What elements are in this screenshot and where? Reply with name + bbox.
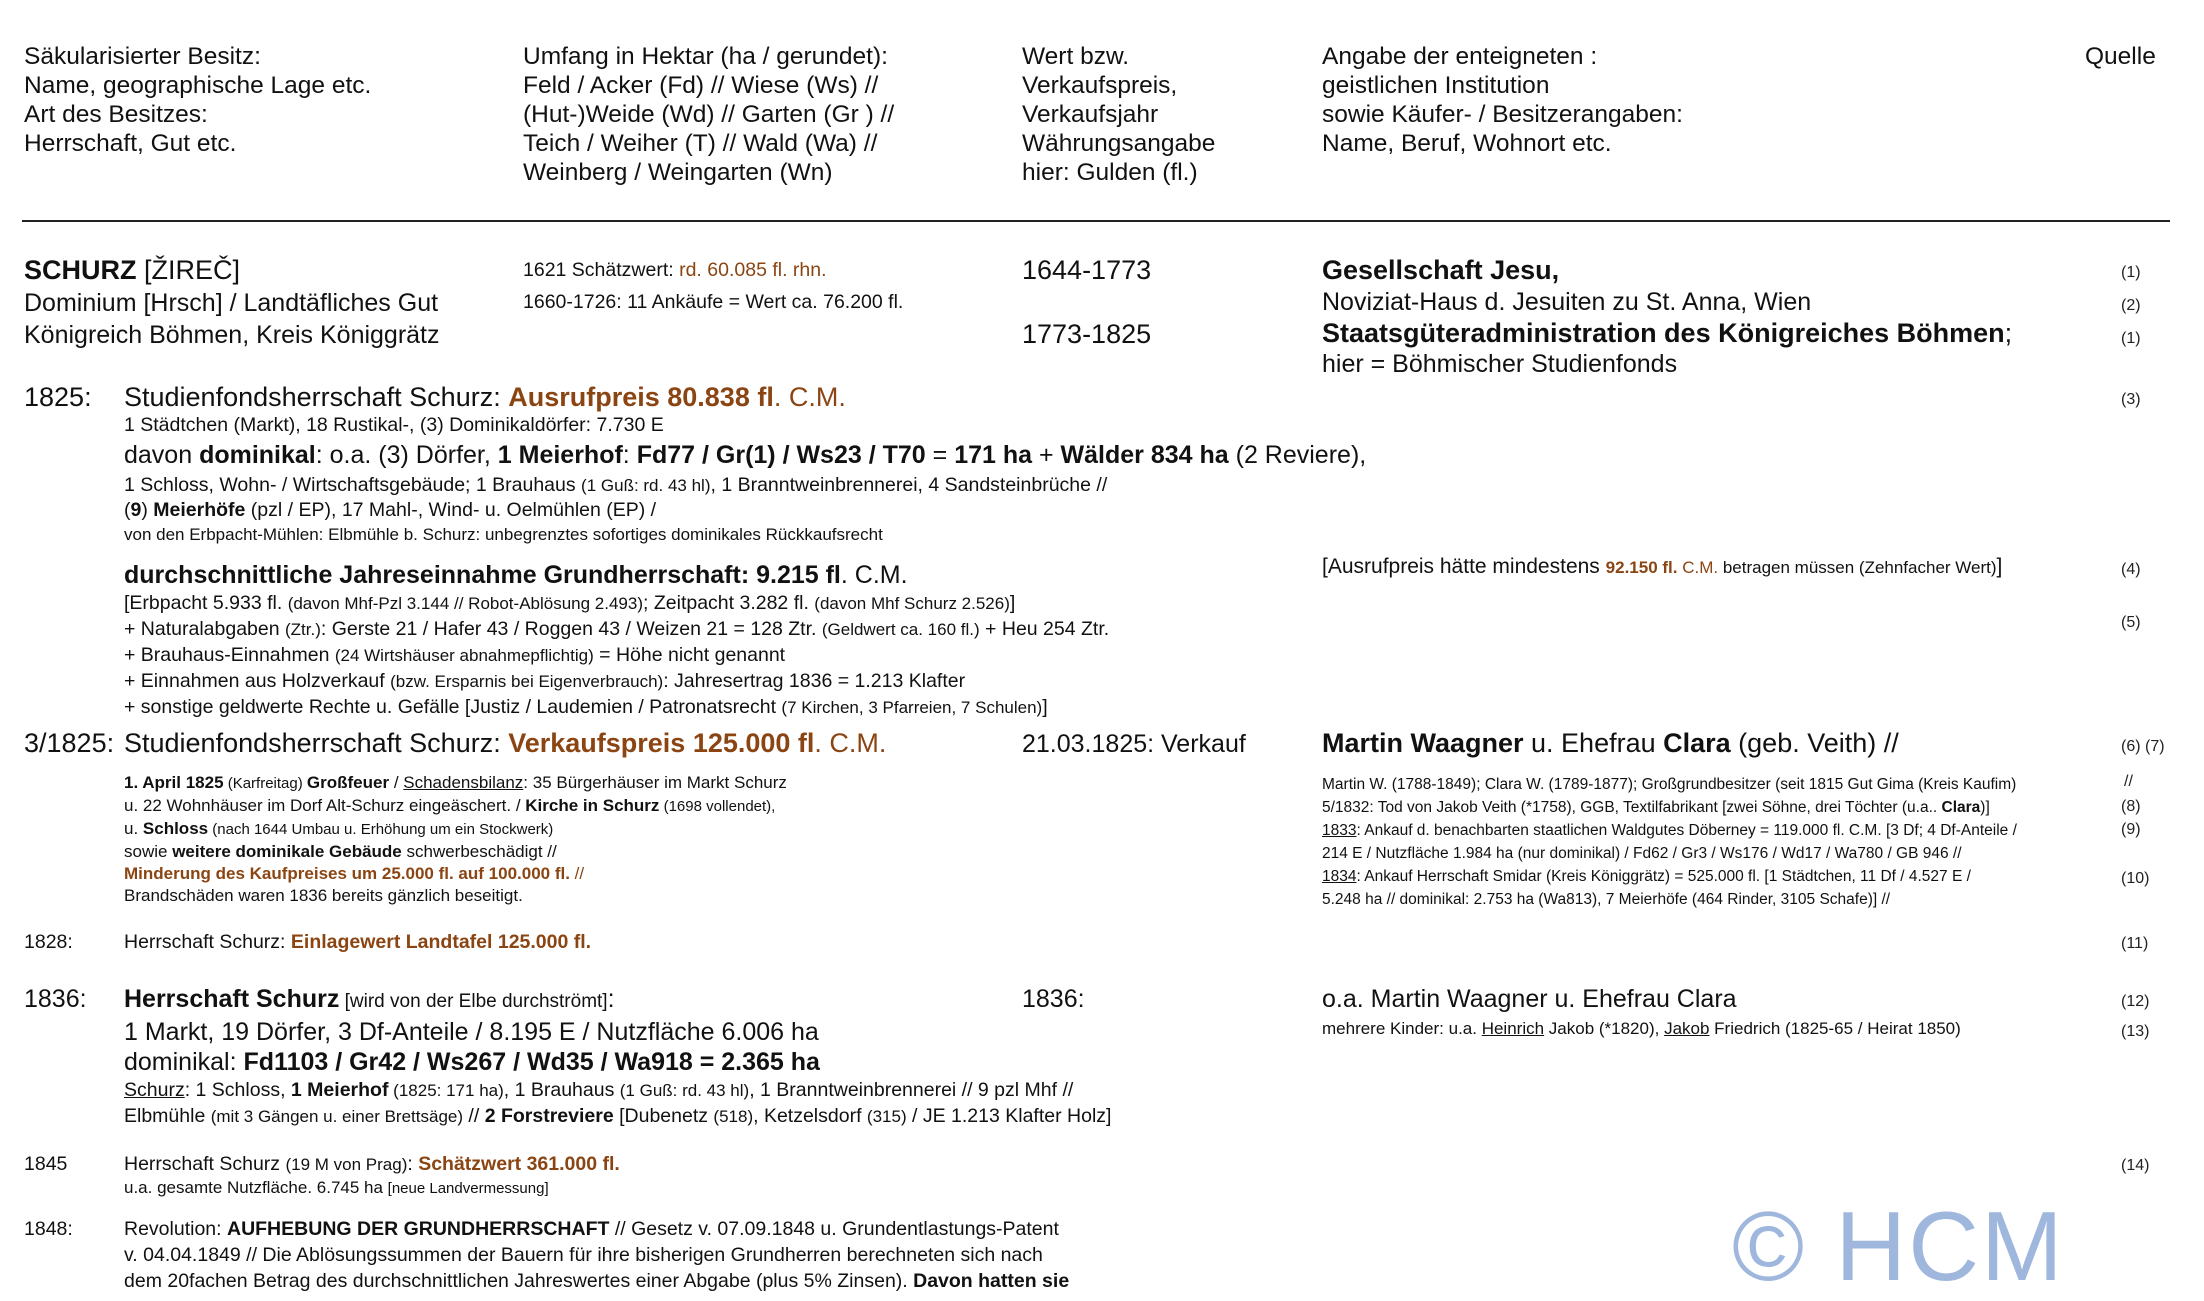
entry-line: + sonstige geldwerte Rechte u. Gefälle [Justiz / Laudemien / Patronatsrecht (7 Kirchen, 3 Pfarreien, 7 Schulen)] <box>124 696 1048 718</box>
institution-name: Gesellschaft Jesu, <box>1322 255 1560 285</box>
institution-block <box>1322 254 2012 379</box>
entry-line: u. Schloss (nach 1644 Umbau u. Erhöhung um ein Stockwerk) <box>124 819 554 838</box>
header-line: Verkaufspreis, <box>1022 72 1178 99</box>
entry-title: Studienfondsherrschaft Schurz: Verkaufspreis 125.000 fl. C.M. <box>124 728 887 758</box>
entry-line: davon dominikal: o.a. (3) Dörfer, 1 Meierhof: Fd77 / Gr(1) / Ws23 / T70 = 171 ha + Wälder 834 ha (2 Reviere), <box>124 441 1367 469</box>
source-ref: (14) <box>2121 1157 2150 1174</box>
detail-line: Martin W. (1788-1849); Clara W. (1789-1877); Großgrundbesitzer (seit 1815 Gut Gima (Kreis Kaufim) <box>1322 776 2017 793</box>
year-range: 1644-1773 <box>1022 255 1152 285</box>
value-line: 1660-1726: 11 Ankäufe = Wert ca. 76.200 fl. <box>523 291 904 313</box>
entry-line: v. 04.04.1849 // Die Ablösungssummen der Bauern für ihre bisherigen Grundherren berechneten sich nach <box>124 1244 1043 1266</box>
entry-title: Herrschaft Schurz: Einlagewert Landtafel 125.000 fl. <box>124 931 592 953</box>
header-line: Säkularisierter Besitz: <box>24 43 261 70</box>
entry-line: von den Erbpacht-Mühlen: Elbmühle b. Schurz: unbegrenztes sofortiges dominikales Rückkaufsrecht <box>124 525 883 544</box>
entry-body <box>124 984 1111 1128</box>
header-line: Umfang in Hektar (ha / gerundet): <box>523 43 888 70</box>
entry-line: + Einnahmen aus Holzverkauf (bzw. Ersparnis bei Eigenverbrauch): Jahresertrag 1836 = 1.213 Klafter <box>124 670 966 692</box>
source-ref: (2) <box>2121 297 2141 314</box>
entry-line: u.a. gesamte Nutzfläche. 6.745 ha [neue Landvermessung] <box>124 1178 549 1197</box>
entry-body <box>124 1152 620 1200</box>
source-ref: (1) <box>2121 264 2141 281</box>
detail-line: 5/1832: Tod von Jakob Veith (*1758), GGB, Textilfabrikant [zwei Söhne, drei Töchter (u.a.. Clara)] <box>1322 799 1990 816</box>
header-line: sowie Käufer- / Besitzerangaben: <box>1322 101 1683 128</box>
header-line: Name, geographische Lage etc. <box>24 72 372 99</box>
entry-line: 1. April 1825 (Karfreitag) Großfeuer / Schadensbilanz: 35 Bürgerhäuser im Markt Schurz <box>124 773 787 792</box>
source-ref: (3) <box>2121 391 2141 408</box>
detail-line: 214 E / Nutzfläche 1.984 ha (nur dominikal) / Fd62 / Gr3 / Ws176 / Wd17 / Wa780 / GB 946 // <box>1322 845 1962 862</box>
entry-line: (9) Meierhöfe (pzl / EP), 17 Mahl-, Wind- u. Oelmühlen (EP) / <box>124 499 657 521</box>
entry-title: Herrschaft Schurz [wird von der Elbe durchströmt]: <box>124 985 615 1013</box>
detail-line: 1834: Ankauf Herrschaft Smidar (Kreis Königgrätz) = 525.000 fl. [1 Städtchen, 11 Df / 4.527 E / <box>1322 868 1971 885</box>
source-ref: // <box>2124 773 2133 790</box>
entry-line: Minderung des Kaufpreises um 25.000 fl. auf 100.000 fl. // <box>124 864 585 883</box>
source-ref: (9) <box>2121 821 2141 838</box>
asking-price: Ausrufpreis 80.838 fl <box>508 382 774 412</box>
entry-line: Elbmühle (mit 3 Gängen u. einer Brettsäge) // 2 Forstreviere [Dubenetz (518), Ketzelsdorf (315) / JE 1.213 Klafter Holz] <box>124 1105 1112 1127</box>
entry-line: Brandschäden waren 1836 bereits gänzlich beseitigt. <box>124 886 523 905</box>
header-line: Art des Besitzes: <box>24 101 208 128</box>
entry-line: 1 Markt, 19 Dörfer, 3 Df-Anteile / 8.195 E / Nutzfläche 6.006 ha <box>124 1018 819 1046</box>
entry-line: + Brauhaus-Einnahmen (24 Wirtshäuser abnahmepflichtig) = Höhe nicht genannt <box>124 644 786 666</box>
appraisal-value: Schätzwert 361.000 fl. <box>418 1153 620 1175</box>
currency: . C.M. <box>773 382 846 412</box>
source-ref: (10) <box>2121 870 2150 887</box>
property-alt-name: [ŽIREČ] <box>136 255 241 285</box>
property-title <box>24 254 440 286</box>
entry-line: 1 Schloss, Wohn- / Wirtschaftsgebäude; 1 Brauhaus (1 Guß: rd. 43 hl), 1 Branntweinbrennerei, 4 Sandsteinbrüche // <box>124 474 1108 496</box>
source-ref: (8) <box>2121 798 2141 815</box>
source-ref: (1) <box>2121 330 2141 347</box>
property-name: SCHURZ <box>24 255 137 285</box>
source-ref: (6) (7) <box>2121 738 2165 755</box>
source-ref: (13) <box>2121 1023 2150 1040</box>
header-line: Teich / Weiher (T) // Wald (Wa) // <box>523 130 878 157</box>
header-line: Angabe der enteigneten : <box>1322 43 1598 70</box>
header-col-area <box>523 42 894 187</box>
entry-body <box>124 1217 1069 1293</box>
detail-line: 1833: Ankauf d. benachbarten staatlichen Waldgutes Döberney = 119.000 fl. C.M. [3 Df; 4 Df-Anteile / <box>1322 822 2017 839</box>
entry-year: 3/1825: <box>24 728 115 758</box>
entry-year: 1828: <box>24 931 73 953</box>
entry-year: 1825: <box>24 382 92 412</box>
header-line: Feld / Acker (Fd) // Wiese (Ws) // <box>523 72 879 99</box>
header-line: Währungsangabe <box>1022 130 1216 157</box>
header-line: Weinberg / Weingarten (Wn) <box>523 159 833 186</box>
header-line: Herrschaft, Gut etc. <box>24 130 237 157</box>
entry-line: dominikal: Fd1103 / Gr42 / Ws267 / Wd35 / Wa918 = 2.365 ha <box>124 1048 820 1076</box>
entry-year: 1836: <box>24 985 87 1013</box>
price-note: [Ausrufpreis hätte mindestens 92.150 fl. C.M. betragen müssen (Zehnfacher Wert)] <box>1322 555 2003 578</box>
institution-name <box>1322 317 2012 349</box>
source-ref: (11) <box>2121 935 2149 952</box>
entry-line: durchschnittliche Jahreseinnahme Grundherrschaft: 9.215 fl. C.M. <box>124 561 908 589</box>
owner-children: mehrere Kinder: u.a. Heinrich Jakob (*1820), Jakob Friedrich (1825-65 / Heirat 1850) <box>1322 1019 1961 1038</box>
institution-detail: hier = Böhmischer Studienfonds <box>1322 350 1678 378</box>
source-ref: (5) <box>2121 614 2141 631</box>
entry-title <box>124 381 846 413</box>
header-line: (Hut-)Weide (Wd) // Garten (Gr ) // <box>523 101 895 128</box>
entry-line: Revolution: AUFHEBUNG DER GRUNDHERRSCHAFT // Gesetz v. 07.09.1848 u. Grundentlastungs-Patent <box>124 1218 1059 1240</box>
property-location: Königreich Böhmen, Kreis Königgrätz <box>24 321 440 349</box>
header-line: geistlichen Institution <box>1322 72 1550 99</box>
entry-line: 1 Städtchen (Markt), 18 Rustikal-, (3) Dominikaldörfer: 7.730 E <box>124 414 664 436</box>
copyright-watermark: © HCM <box>1732 1191 2065 1301</box>
entry-line: [Erbpacht 5.933 fl. (davon Mhf-Pzl 3.144 // Robot-Ablösung 2.493); Zeitpacht 3.282 fl. (davon Mhf Schurz 2.526)] <box>124 592 1016 614</box>
entry-year-right: 1836: <box>1022 985 1085 1013</box>
value-line <box>523 258 903 282</box>
source-ref: (12) <box>2121 993 2150 1010</box>
entry-line: + Naturalabgaben (Ztr.): Gerste 21 / Hafer 43 / Roggen 43 / Weizen 21 = 128 Ztr. (Geldwert ca. 160 fl.) + Heu 254 Ztr. <box>124 618 1110 640</box>
owner-line: o.a. Martin Waagner u. Ehefrau Clara <box>1322 985 1737 1013</box>
value-label: 1621 Schätzwert: <box>523 259 680 281</box>
institution-detail: Noviziat-Haus d. Jesuiten zu St. Anna, Wien <box>1322 288 1812 316</box>
entry-line: dem 20fachen Betrag des durchschnittlichen Jahreswertes einer Abgabe (plus 5% Zinsen). Davon hatten sie <box>124 1270 1070 1292</box>
property-type: Dominium [Hrsch] / Landtäfliches Gut <box>24 289 439 317</box>
property-block <box>24 254 440 350</box>
buyer-details <box>1322 773 2017 911</box>
header-line: hier: Gulden (fl.) <box>1022 159 1198 186</box>
year-range: 1773-1825 <box>1022 319 1152 349</box>
entry-line: Schurz: 1 Schloss, 1 Meierhof (1825: 171 ha), 1 Brauhaus (1 Guß: rd. 43 hl), 1 Branntweinbrennerei // 9 pzl Mhf // <box>124 1079 1074 1101</box>
owner-block <box>1322 984 1961 1040</box>
value-amount: rd. 60.085 fl. rhn. <box>679 259 827 281</box>
entry-year: 1848: <box>24 1218 73 1240</box>
detail-line: 5.248 ha // dominikal: 2.753 ha (Wa813), 7 Meierhöfe (464 Rinder, 3105 Schafe)] // <box>1322 891 1891 908</box>
sale-price: Verkaufspreis 125.000 fl <box>508 728 815 758</box>
entry-body <box>124 413 1366 719</box>
punct: ; <box>2004 318 2013 348</box>
entry-body <box>124 772 787 907</box>
entry-title: Herrschaft Schurz (19 M von Prag): Schätzwert 361.000 fl. <box>124 1153 620 1175</box>
header-col-value <box>1022 42 1215 187</box>
entry-year: 1845 <box>24 1153 68 1175</box>
entry-title-text: Studienfondsherrschaft Schurz: <box>124 382 509 412</box>
buyer-line: Martin Waagner u. Ehefrau Clara (geb. Veith) // <box>1322 728 1899 758</box>
header-col-source: Quelle <box>2085 43 2156 70</box>
entry-line: sowie weitere dominikale Gebäude schwerbeschädigt // <box>124 842 557 861</box>
sale-date: 21.03.1825: Verkauf <box>1022 730 1246 758</box>
institution-bold: Staatsgüteradministration des Königreiches Böhmen <box>1322 318 2005 348</box>
header-col-property <box>24 42 371 158</box>
registry-value: Einlagewert Landtafel 125.000 fl. <box>290 931 592 953</box>
header-col-institution <box>1322 42 1683 158</box>
header-line: Wert bzw. <box>1022 43 1130 70</box>
header-line: Verkaufsjahr <box>1022 101 1159 128</box>
entry-line: u. 22 Wohnhäuser im Dorf Alt-Schurz eingeäschert. / Kirche in Schurz (1698 vollendet), <box>124 796 776 815</box>
value-block <box>523 258 903 314</box>
source-ref: (4) <box>2121 561 2141 578</box>
header-line: Name, Beruf, Wohnort etc. <box>1322 130 1612 157</box>
header-divider <box>22 220 2170 222</box>
